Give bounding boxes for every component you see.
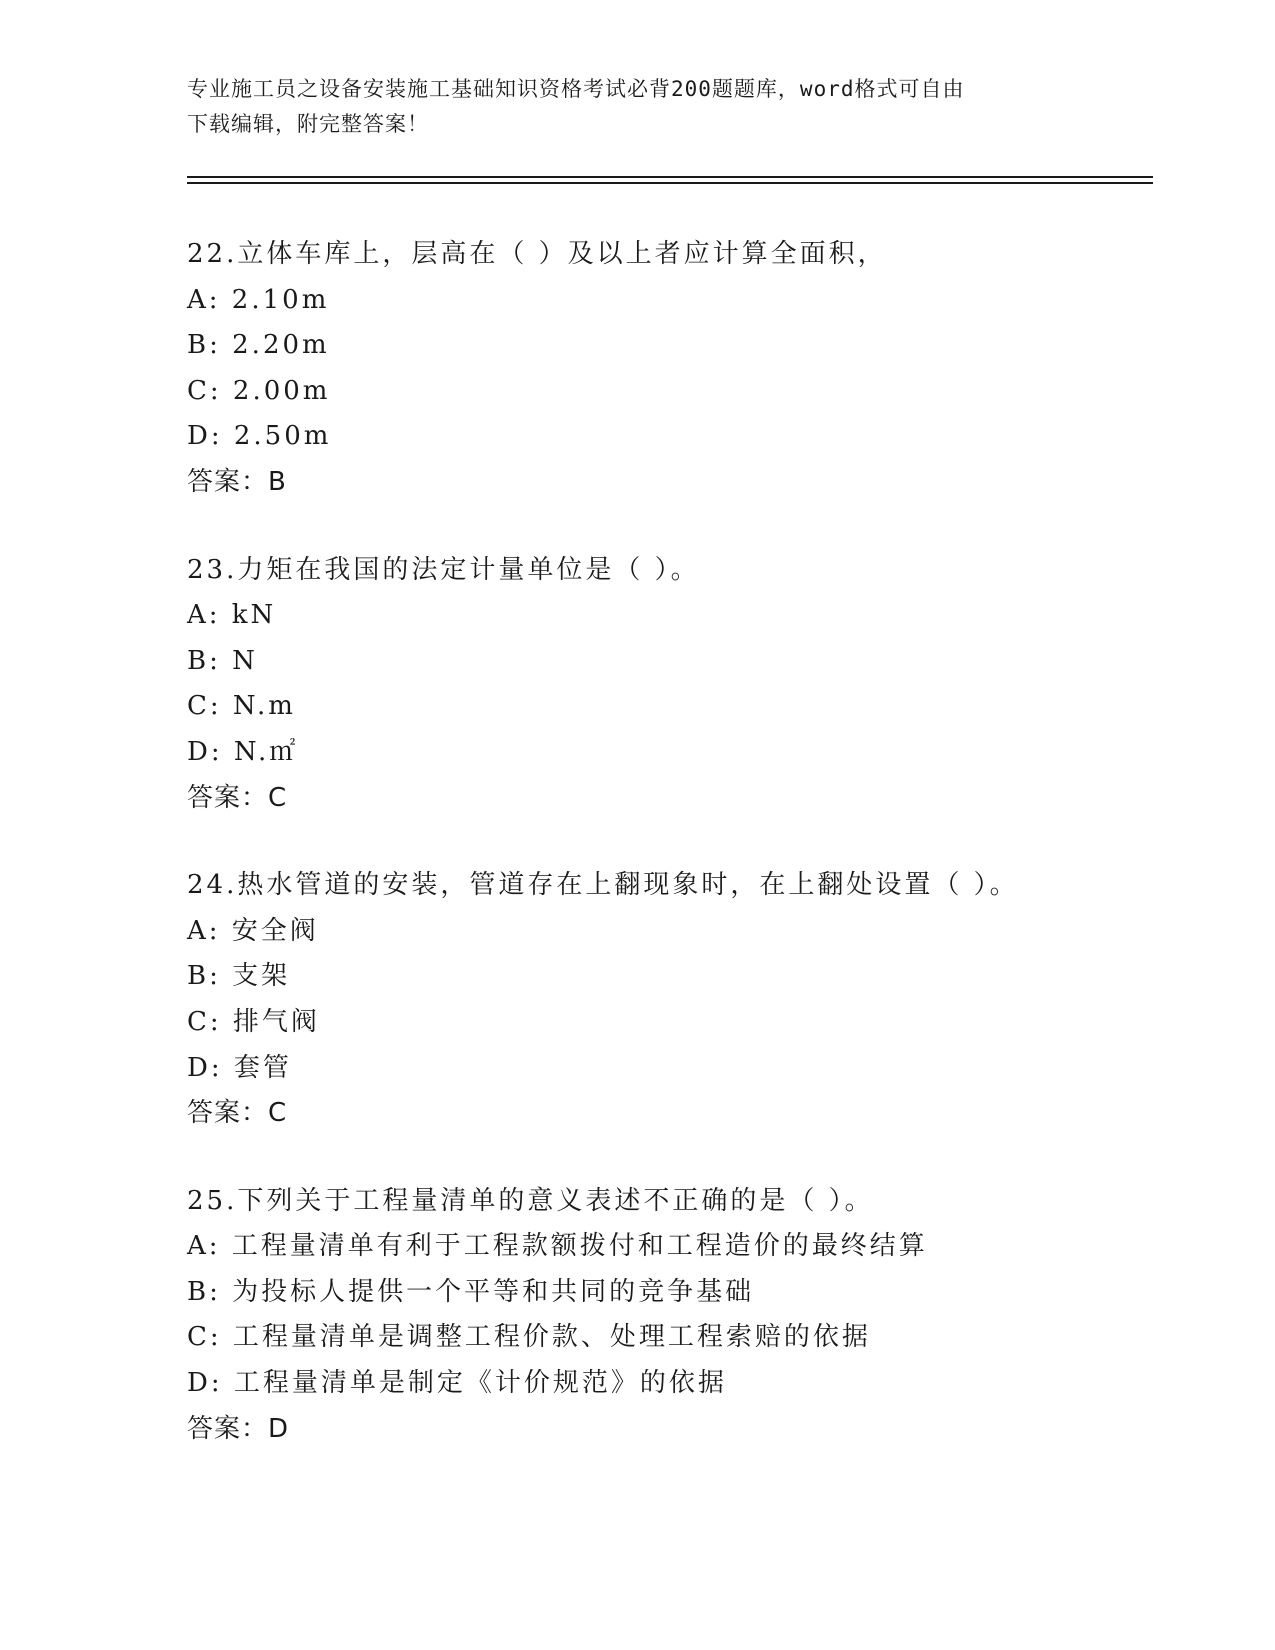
question-stem: 24.热水管道的安装，管道存在上翻现象时，在上翻处设置（ ）。 xyxy=(187,870,1019,901)
answer: 答案：C xyxy=(187,782,288,813)
option-d: D: N.㎡ xyxy=(187,736,299,767)
question-stem: 23.力矩在我国的法定计量单位是（ ）。 xyxy=(187,554,700,585)
option-a: A: 2.10m xyxy=(187,284,330,315)
header-divider-top xyxy=(187,176,1153,178)
option-d: D: 工程量清单是制定《计价规范》的依据 xyxy=(187,1368,727,1399)
header-line-2: 下载编辑，附完整答案！ xyxy=(187,112,429,136)
question-stem: 22.立体车库上，层高在（ ）及以上者应计算全面积， xyxy=(187,239,887,269)
option-b: B: 2.20m xyxy=(187,330,330,361)
question-spacer xyxy=(187,1137,1153,1179)
option-c: C: 排气阀 xyxy=(187,1006,320,1037)
answer: 答案：D xyxy=(187,1413,290,1444)
option-c: C: 工程量清单是调整工程价款、处理工程索赔的依据 xyxy=(187,1322,871,1353)
header-divider-bottom xyxy=(187,182,1153,184)
option-c: C: 2.00m xyxy=(187,375,331,406)
option-d: D: 2.50m xyxy=(187,421,332,452)
option-b: B: 为投标人提供一个平等和共同的竞争基础 xyxy=(187,1276,755,1307)
question-23 xyxy=(187,548,1153,822)
option-a: A: 工程量清单有利于工程款额拨付和工程造价的最终结算 xyxy=(187,1231,928,1262)
question-25 xyxy=(187,1179,1153,1453)
question-22 xyxy=(187,232,1153,506)
question-list xyxy=(187,232,1153,1452)
question-24 xyxy=(187,863,1153,1137)
option-a: A: 安全阀 xyxy=(187,915,319,946)
option-d: D: 套管 xyxy=(187,1052,292,1083)
question-stem: 25.下列关于工程量清单的意义表述不正确的是（ ）。 xyxy=(187,1185,874,1216)
document-header xyxy=(187,72,1067,142)
option-a: A: kN xyxy=(187,600,277,631)
answer: 答案：B xyxy=(187,466,287,497)
question-spacer xyxy=(187,821,1153,863)
question-spacer xyxy=(187,506,1153,548)
option-b: B: 支架 xyxy=(187,961,291,992)
answer: 答案：C xyxy=(187,1098,288,1129)
option-c: C: N.m xyxy=(187,691,296,722)
option-b: B: N xyxy=(187,645,258,676)
header-line-1: 专业施工员之设备安装施工基础知识资格考试必背200题题库，word格式可自由 xyxy=(187,77,965,101)
